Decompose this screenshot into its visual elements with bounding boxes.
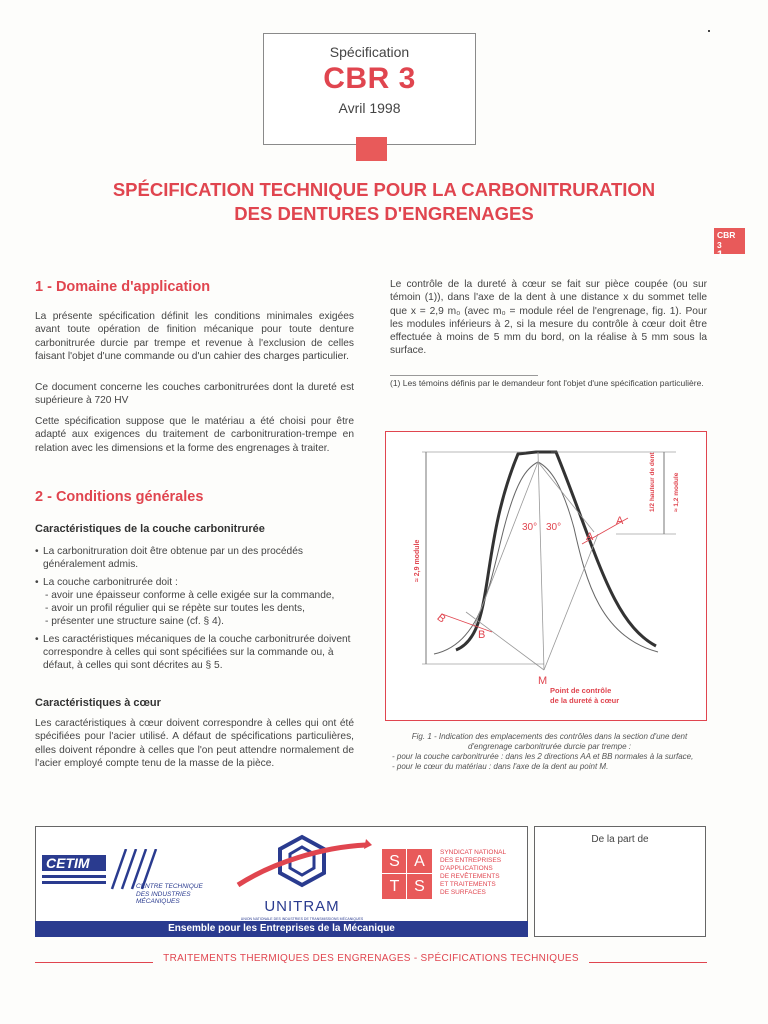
- footer: [35, 953, 707, 964]
- case-depth-profile: [434, 462, 658, 654]
- sats-line-6: DE SURFACES: [440, 889, 486, 896]
- unitram-name: UNITRAM: [264, 898, 340, 915]
- cetim-logo: [42, 849, 203, 919]
- cetim-line-1: CENTRE TECHNIQUE: [136, 883, 203, 890]
- side-tab-page: 1: [717, 249, 724, 261]
- bullet-layer-intro: • La couche carbonitrurée doit :: [43, 576, 178, 588]
- sats-line-2: DES ENTREPRISES: [440, 857, 502, 864]
- sats-a: A: [414, 853, 425, 870]
- cetim-name: CETIM: [46, 855, 90, 871]
- right-paragraph: Le contrôle de la dureté à cœur se fait sur pièce coupée (ou sur témoin (1)), dans l'axe de la dent à une distance x du sommet telle que x = 2,9 m₀ (avec m₀ = module réel de l'engrenage, fig. 1). Pour les modules inférieurs à 2, si la mesure du contrôle à cœur doit être effectuée à moins de 5 mm du bord, on la réalise à 5 mm sous la surface.: [390, 279, 707, 357]
- figure-caption: [392, 732, 707, 772]
- tooth-axis: [538, 452, 544, 670]
- red-square-marker: [356, 137, 387, 161]
- layer-bullets: [35, 545, 354, 677]
- label-angle-1: 30°: [522, 522, 538, 533]
- line-m-b: [466, 612, 544, 670]
- sats-line-3: D'APPLICATIONS: [440, 865, 493, 872]
- line-m-a: [544, 534, 598, 670]
- caption-main: Fig. 1 - Indication des emplacements des contrôles dans la section d'une dent d'engrenage carbonitrurée durcie par trempe :: [411, 732, 688, 751]
- subheading-layer: Caractéristiques de la couche carbonitrurée: [35, 523, 265, 535]
- side-tab-code: CBR 3: [717, 230, 736, 250]
- bullet-process: • La carbonitruration doit être obtenue par un des procédés généralement admis.: [35, 545, 354, 572]
- label-12-module: ≈ 1,2 module: [673, 472, 680, 512]
- label-a-inner: A: [586, 531, 594, 543]
- footnote-rule: [390, 375, 538, 376]
- sats-s1: S: [389, 853, 400, 870]
- scan-dot: [708, 30, 710, 32]
- spec-date: Avril 1998: [338, 100, 401, 116]
- title-line-2: DES DENTURES D'ENGRENAGES: [234, 203, 534, 224]
- core-paragraph: Les caractéristiques à cœur doivent correspondre à celles qui ont été spécifiées pour l'acier utilisé. A défaut de spécifications particulières, elles doivent répondre à celles que l'on peut attendre normalement de l'acier employé compte tenu de la masse de la pièce.: [35, 718, 354, 769]
- side-tab: [714, 228, 745, 261]
- bullet-layer-c: - présenter une structure saine (cf. § 4).: [45, 616, 224, 628]
- cetim-line-3: MÉCANIQUES: [136, 898, 180, 905]
- label-point-2: de la dureté à cœur: [550, 696, 620, 705]
- unitram-mark: [232, 833, 372, 895]
- figure-1-frame: [385, 431, 707, 721]
- bullet-layer: [35, 576, 354, 629]
- sats-logo: [382, 849, 432, 899]
- sats-s2: S: [414, 878, 425, 895]
- bullet-mechanical: • Les caractéristiques mécaniques de la couche carbonitrurée doivent correspondre à celles qui sont spécifiées sur la commande ou, à défaut, à celles qui sont décrites au § 5.: [35, 633, 354, 673]
- label-half-height: 1/2 hauteur de dent: [649, 452, 656, 512]
- spec-header-box: [263, 33, 476, 145]
- logos-band: Ensemble pour les Entreprises de la Mécanique: [35, 921, 528, 937]
- unitram-subtitle: UNION NATIONALE DES INDUSTRIES DE TRANSMISSIONS MÉCANIQUES: [240, 917, 364, 921]
- label-b-outer: B: [434, 611, 448, 626]
- section1-heading: 1 - Domaine d'application: [35, 279, 211, 295]
- subheading-core: Caractéristiques à cœur: [35, 697, 161, 709]
- section1-paragraph-2: Ce document concerne les couches carbonitrurées dont la dureté est supérieure à 720 HV: [35, 382, 354, 407]
- bullet-layer-b: - avoir un profil régulier qui se répète sur toutes les dents,: [45, 603, 305, 615]
- label-point-1: Point de contrôle: [550, 686, 612, 695]
- footer-text: TRAITEMENTS THERMIQUES DES ENGRENAGES - SPÉCIFICATIONS TECHNIQUES: [153, 953, 589, 964]
- cetim-line-2: DES INDUSTRIES: [136, 890, 191, 898]
- tooth-diagram: [386, 432, 706, 720]
- sats-line-4: DE REVÊTEMENTS: [440, 873, 500, 880]
- sats-text: [440, 849, 528, 897]
- page-title: [40, 178, 728, 226]
- bullet-layer-a: - avoir une épaisseur conforme à celle exigée sur la commande,: [45, 589, 335, 601]
- spec-label: Spécification: [329, 44, 410, 60]
- de-la-part-de-label: De la part de: [591, 834, 649, 845]
- de-la-part-de-box: [534, 826, 706, 937]
- label-angle-2: 30°: [546, 522, 562, 533]
- sats-t: T: [389, 878, 400, 895]
- caption-line-a: - pour la couche carbonitrurée : dans les 2 directions AA et BB normales à la surface,: [392, 752, 694, 761]
- sats-line-1: SYNDICAT NATIONAL: [440, 849, 507, 856]
- label-29-module: ≈ 2,9 module: [414, 539, 421, 582]
- label-b-inner: B: [478, 629, 486, 641]
- spec-code: CBR 3: [323, 62, 416, 95]
- cetim-text: [136, 883, 206, 906]
- caption-line-b: - pour le cœur du matériau : dans l'axe de la dent au point M.: [392, 762, 609, 771]
- unitram-logo: [232, 833, 372, 923]
- section1-paragraph-3: Cette spécification suppose que le matériau a été choisi pour être adapté aux exigences du traitement de carbonitruration-trempe en relation avec les dimensions et la forme des engrenages à traiter.: [35, 416, 354, 454]
- sats-line-5: ET TRAITEMENTS: [440, 881, 496, 888]
- label-m: M: [538, 675, 548, 687]
- section2-heading: 2 - Conditions générales: [35, 489, 204, 505]
- section1-paragraph-1: La présente spécification définit les conditions minimales exigées avant toute opération de finition mécanique pour toute denture carbonitrurée durcie par trempe et revenue à l'exclusion de celles faisant l'objet d'une commande ou d'un cahier des charges particulier.: [35, 311, 354, 362]
- label-a-outer: A: [616, 515, 624, 527]
- footnote: (1) Les témoins définis par le demandeur font l'objet d'une spécification particulière.: [390, 378, 704, 388]
- title-line-1: SPÉCIFICATION TECHNIQUE POUR LA CARBONITRURATION: [112, 179, 656, 200]
